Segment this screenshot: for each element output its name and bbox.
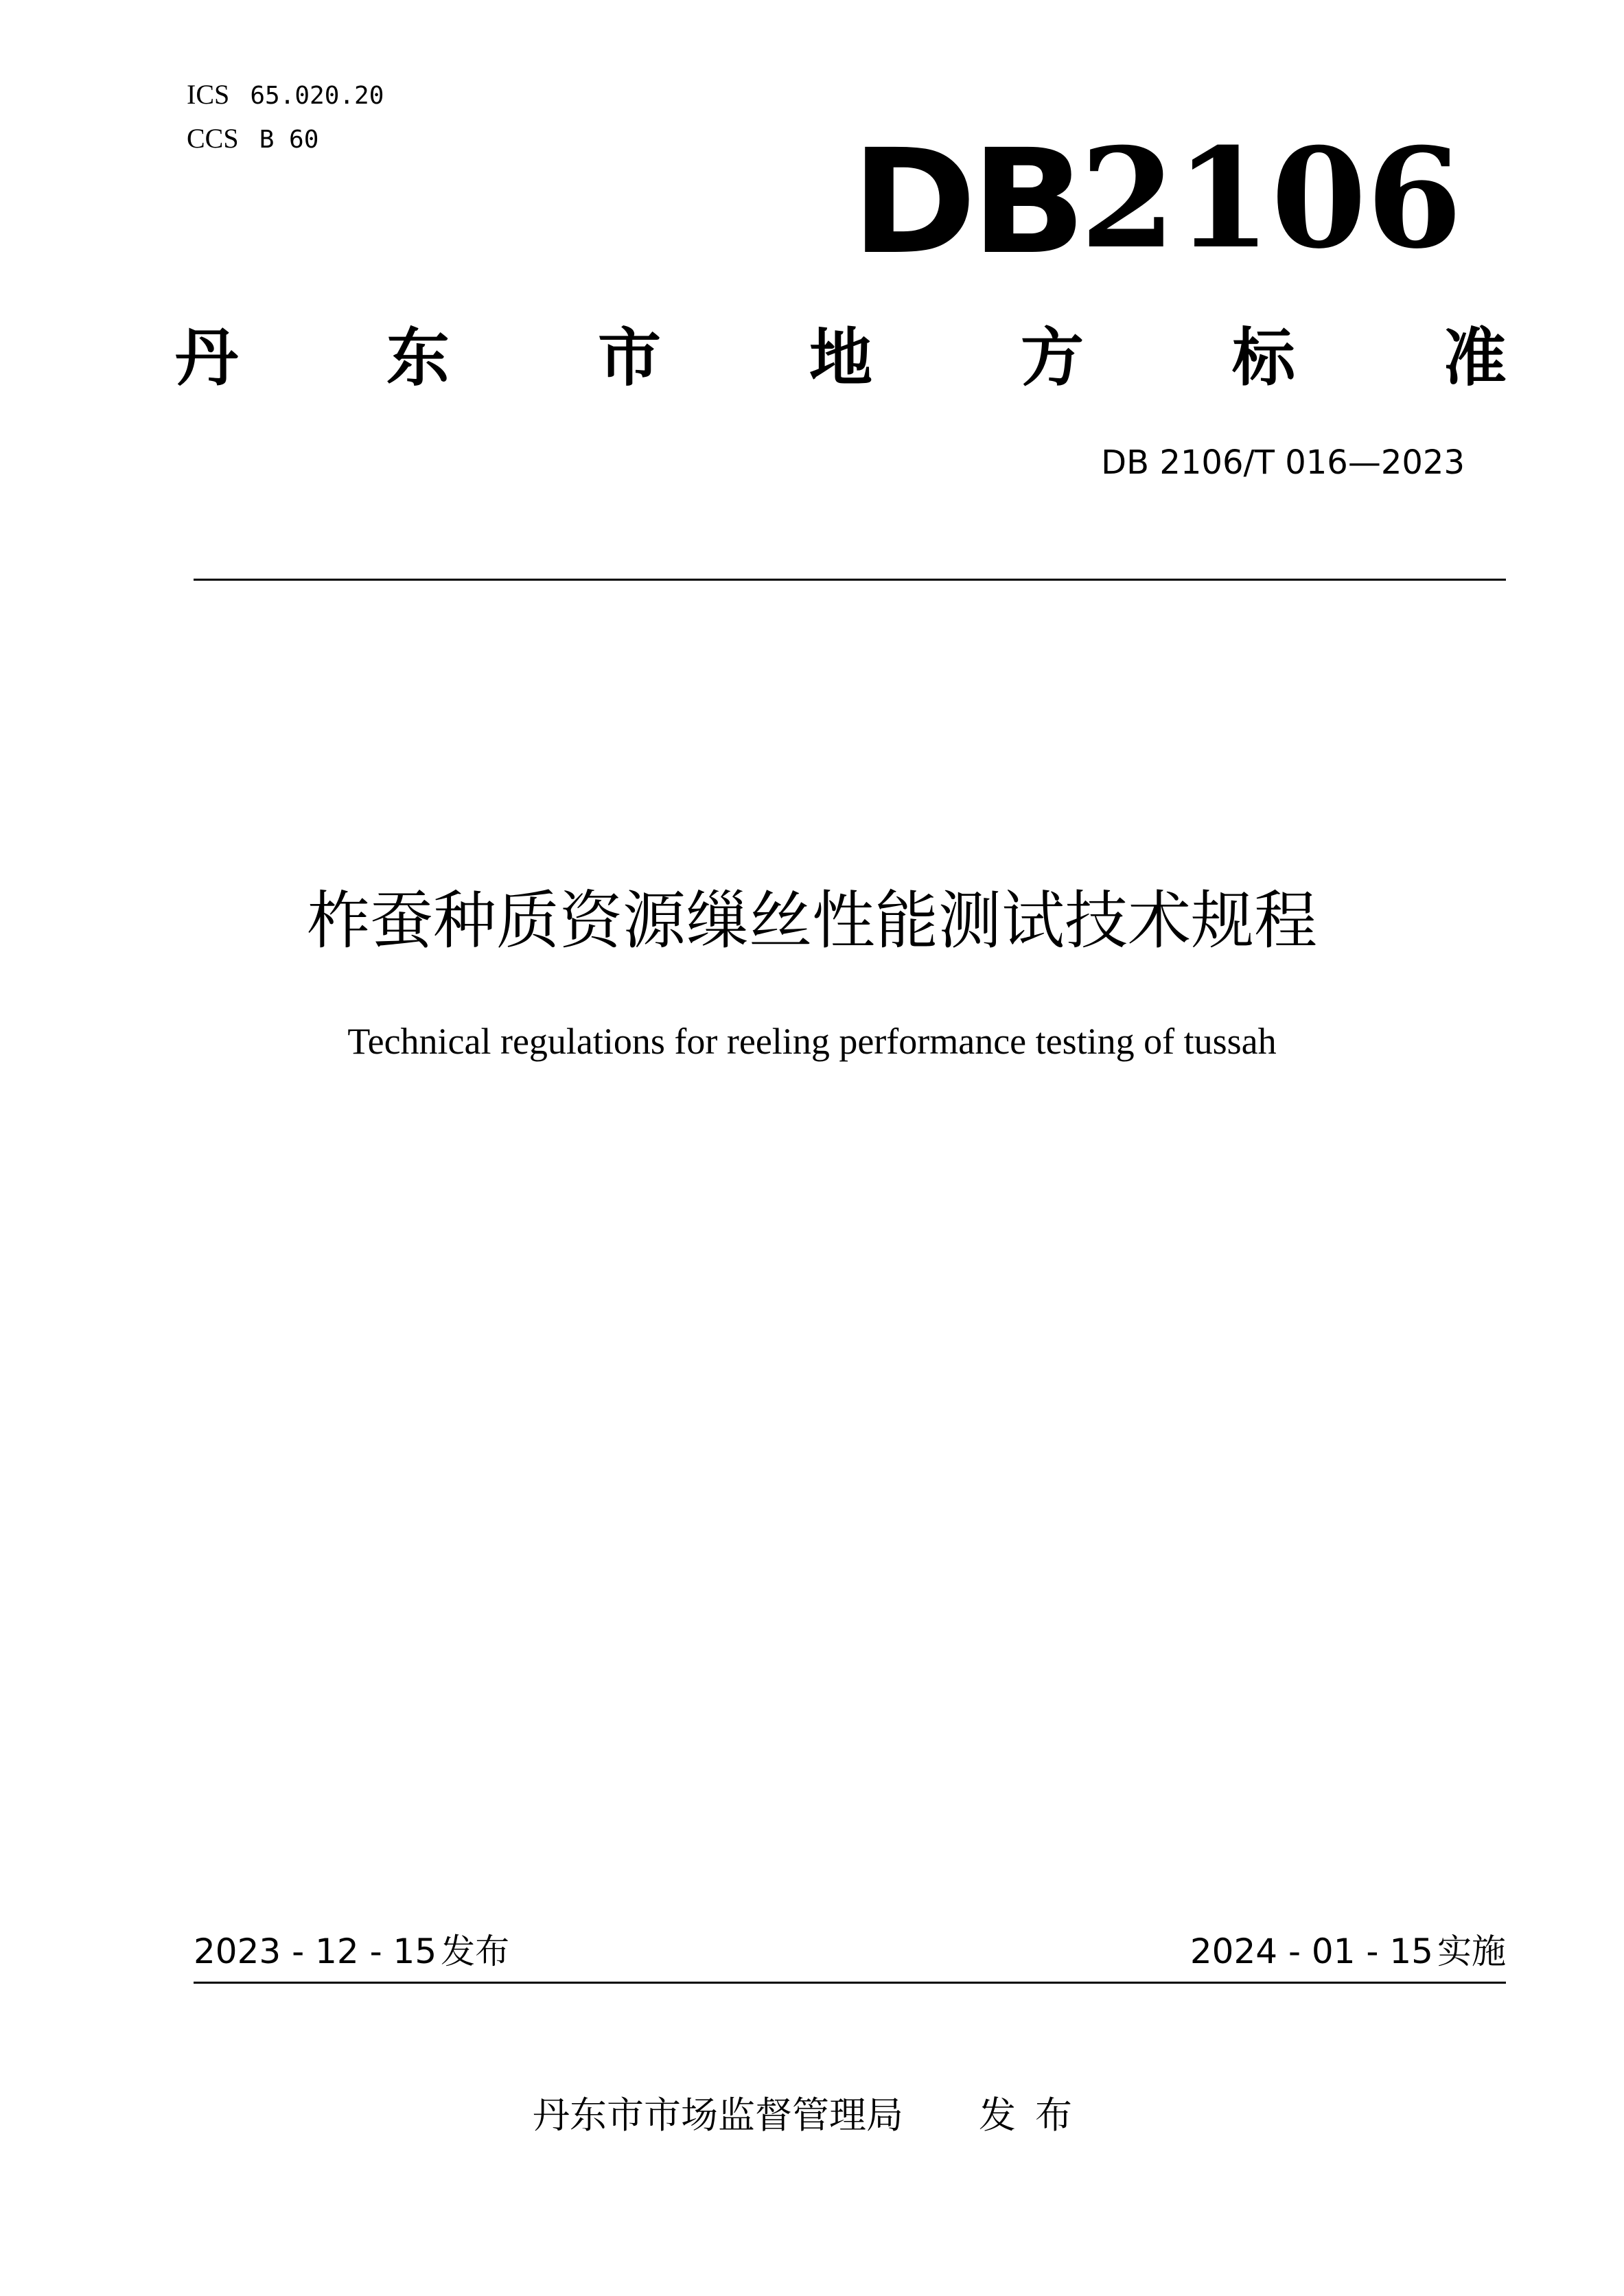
standard-number: DB 2106/T 016—2023 <box>1101 443 1465 482</box>
top-divider <box>194 579 1506 581</box>
issuer-action: 发布 <box>979 2094 1091 2137</box>
standard-type-char: 准 <box>1443 321 1507 395</box>
issuer-name: 丹东市市场监督管理局 <box>533 2094 903 2137</box>
ccs-value: B 60 <box>259 126 319 154</box>
standard-code-logo <box>851 118 1469 286</box>
issue-date: 2023 - 12 - 15 <box>194 1932 437 1971</box>
ics-code <box>187 81 384 108</box>
standard-type-char: 市 <box>597 321 661 395</box>
standard-type-char: 地 <box>809 321 872 395</box>
ics-label: ICS <box>187 79 230 110</box>
implement-date: 2024 - 01 - 15 <box>1190 1932 1433 1971</box>
issuer-line <box>0 2094 1624 2137</box>
ics-value: 65.020.20 <box>250 82 384 110</box>
standard-code-prefix: DB <box>851 118 1081 286</box>
implement-date-line <box>1190 1934 1506 1969</box>
ccs-label: CCS <box>187 123 239 154</box>
standard-type-char: 东 <box>386 321 450 395</box>
issue-word: 发布 <box>441 1932 510 1971</box>
standard-type-char: 方 <box>1020 321 1084 395</box>
standard-type-char: 丹 <box>175 321 239 395</box>
bottom-divider <box>194 1982 1506 1984</box>
standard-type-heading <box>175 317 1507 399</box>
issue-date-line <box>194 1934 509 1969</box>
standard-code-number: 2106 <box>1080 118 1463 279</box>
document-title-zh: 柞蚕种质资源缫丝性能测试技术规程 <box>306 884 1317 958</box>
standard-type-char: 标 <box>1231 321 1295 395</box>
implement-word: 实施 <box>1437 1932 1506 1971</box>
document-title-en: Technical regulations for reeling performance testing of tussah <box>347 1021 1277 1062</box>
ccs-code <box>187 125 318 152</box>
